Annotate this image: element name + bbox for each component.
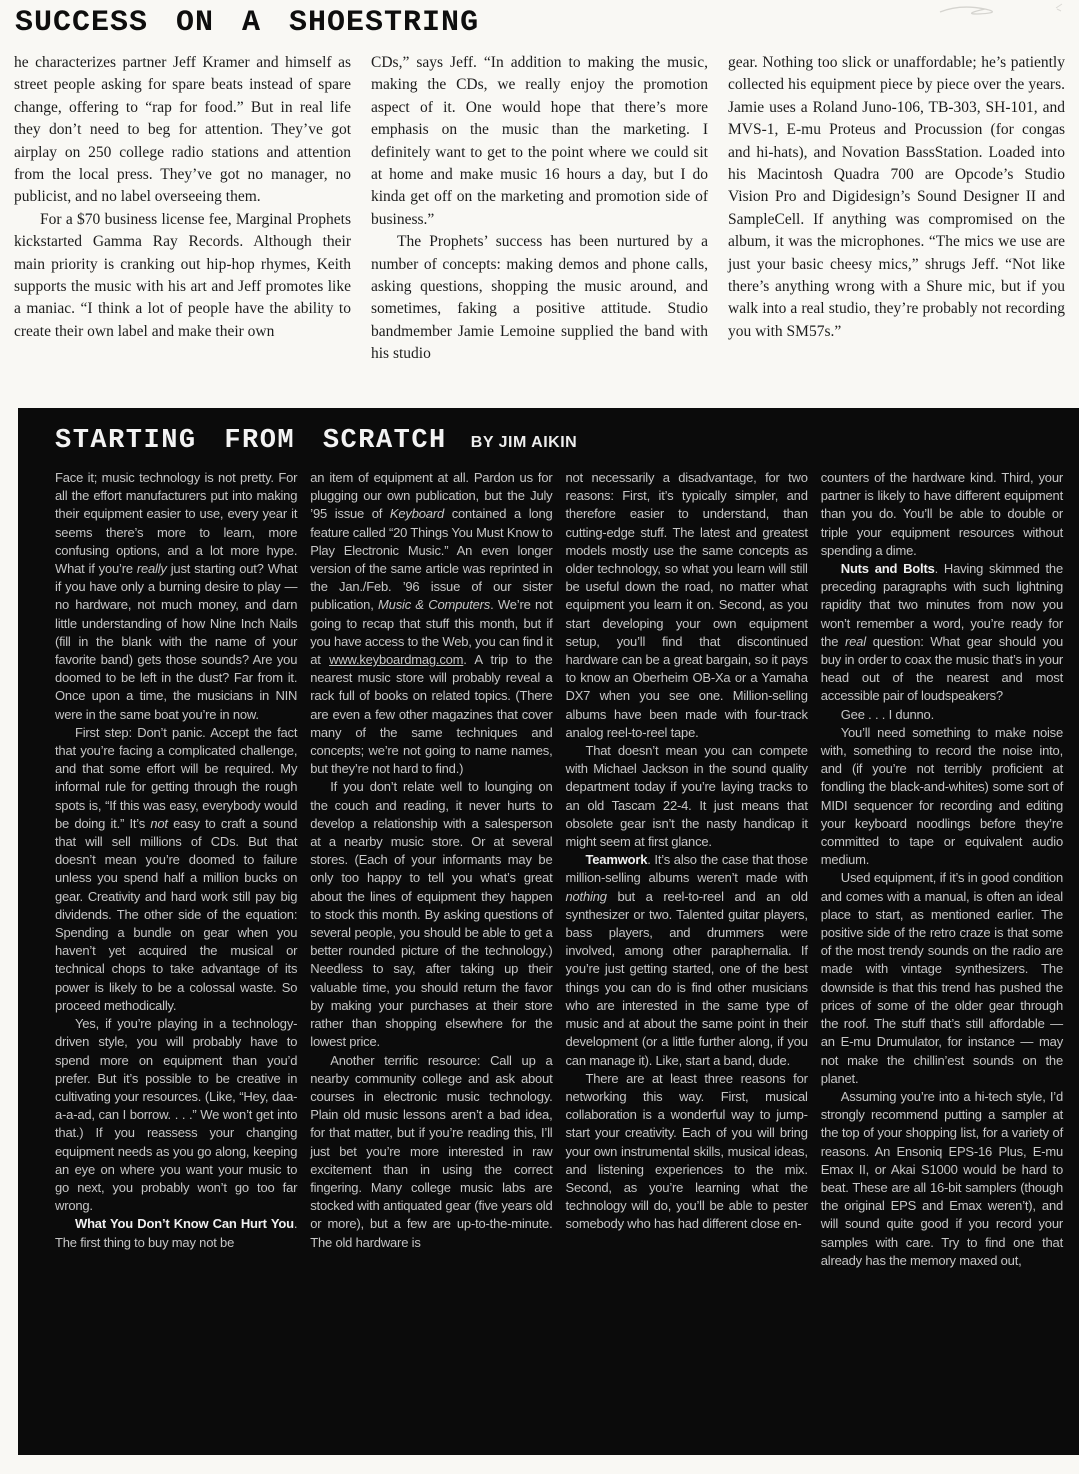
paragraph: Nuts and Bolts. Having skimmed the preceding paragraphs with such lightning rapidity that two minutes from now you won’t remember a word, you’re ready for the real question: What gear should you buy in order to coax the music that’s in your head out of the nearest and most accessible pair of loudspeakers? [820, 561, 1064, 704]
paragraph: an item of equipment at all. Pardon us for plugging our own publication, but the July ’95 issue of Keyboard contained a long feature called “20 Things You Must Know to Play Electronic Music.” An even longer version of the same article was reprinted in the Jan./Feb. ’96 issue of our sister publication, Music & Computers. We’re not going to recap that stuff this month, but if you have access to the Web, you can find it at www.keyboardmag.com. A trip to the nearest music store will probably reveal a rack full of books on related topics. (There are even a few other magazines that cover many of the same techniques and concepts; we’re not going to name names, but they’re not hard to find.) [310, 470, 553, 777]
article-header [18, 408, 1079, 456]
paragraph: Another terrific resource: Call up a nearby community college and ask about courses in electronic music technology. Plain old music lessons aren’t a bad idea, for that matter, but if you’re reading this, I’ll just bet you’re more interested in raw excitement than in using the correct fingering. Many college music labs are stocked with antiquated gear (five years old or more), but a few are up-to-the-minute. The old hardware is [310, 1052, 553, 1250]
paragraph: The Prophets’ success has been nurtured by a number of concepts: making demos and phone calls, asking questions, shopping the music around, and sometimes, faking a positive attitude. Studio bandmember Jamie Lemoine supplied the band with his studio [371, 233, 708, 363]
paragraph: There are at least three reasons for networking this way. First, musical collaboration is a wonderful way to jump-start your creativity. Each of you will bring your own instrumental skills, musical ideas, and listening experiences to the mix. Second, as you’re learning what the technology will do, you’ll be able to pester somebody who has had different close en- [565, 1070, 808, 1232]
text-column-1 [55, 469, 297, 1434]
text-column-1 [14, 52, 351, 414]
paragraph: Used equipment, if it’s in good condition and comes with a manual, is often an ideal place to start, as mentioned earlier. The positive side of the retro craze is that some of the most trendy sounds on the radio are made with vintage synthesizers. The downside is that this trend has pushed the prices of some of the older gear through the roof. The stuff that’s still affordable — an E-mu Drumulator, for instance — may not make the chillin’est sounds on the planet. [820, 870, 1063, 1086]
paragraph: If you don’t relate well to lounging on the couch and reading, it never hurts to develop a relationship with a salesperson at a nearby music store. Or at several stores. (Each of your informants may be only too happy to tell you what’s great about the lines of equipment they happen to stock this month. By asking questions of several people, you should be able to get a better rounded picture of the technology.) Needless to say, after taking up their valuable time, you should return the favor by making your purchases at their store rather than shopping elsewhere for the lowest price. [310, 779, 553, 1050]
scan-artifact [930, 2, 1070, 22]
paragraph: not necessarily a disadvantage, for two reasons: First, it’s typically simpler, and therefore easier to understand, than cutting-edge stuff. The latest and greatest models mostly use the same concepts as older technology, so what you learn will still be useful down the road, no matter what equipment you learn it on. Second, as you start developing your own equipment setup, you’ll find that discontinued hardware can be a great bargain, so it pays to know an Oberheim OB-Xa or a Yamaha DX7 when you see one. Million-selling albums have been made with four-track analog reel-to-reel tape. [565, 470, 808, 740]
paragraph: gear. Nothing too slick or unaffordable; he’s patiently collected his equipment piece by piece over the years. Jamie uses a Roland Juno-106, TB-303, SH-101, and MVS-1, E-mu Proteus and Procussion (for congas and hi-hats), and Novation BassStation. Loaded into his Macintosh Quadra 700 are Opcode’s Studio Vision Pro and Digidesign’s Sound Designer II and SampleCell. If anything was compromised on the album, it was the microphones. “The mics we use are just your basic cheesy mics,” shrugs Jeff. “Not like there’s anything wrong with a Shure mic, but if you walk into a real studio, they’re probably not recording you with SM57s.” [728, 54, 1065, 340]
paragraph: For a $70 business license fee, Marginal Prophets kickstarted Gamma Ray Records. Although their main priority is cranking out hip-hop rhymes, Keith supports the music with his art and Jeff promotes like a maniac. “I think a lot of people have the ability to create their own label and make their own [14, 210, 351, 340]
article-starting-from-scratch [18, 408, 1079, 1455]
article-columns [0, 52, 1079, 414]
paragraph: First step: Don’t panic. Accept the fact that you’re facing a complicated challenge, and that some effort will be required. My informal rule for getting through the rough spots is, “If this was easy, everybody would be doing it.” It’s not easy to craft a sound that will sell millions of CDs. But that doesn’t mean you’re doomed to failure unless you spend half a million bucks on gear. Creativity and hard work still pay big dividends. The other side of the equation: Spending a bundle on gear when you haven’t yet acquired the musical or technical chops to take advantage of its power is likely to be a colossal waste. So proceed methodically. [55, 724, 298, 1013]
paragraph: Yes, if you’re playing in a technology-driven style, you will probably have to spend more on equipment than you’d prefer. But it’s possible to be creative in cultivating your resources. (Like, “Hey, daa-a-a-ad, can I borrow. . . .” We won’t get into that.) If you reassess your changing equipment needs as you go along, keeping an eye on where you want your music to go next, you probably won’t go too far wrong. [55, 1016, 298, 1214]
text-column-3 [566, 469, 808, 1434]
article-title: STARTING FROM SCRATCH [55, 426, 447, 456]
paragraph: Assuming you’re into a hi-tech style, I’d strongly recommend putting a sampler at the top of your shopping list, for a variety of reasons. An Ensoniq EPS-16 Plus, E-mu Emax II, or Akai S1000 would be hard to beat. These are all 16-bit samplers (though the original EPS and Emax weren’t), and will sound quite good if you record your samples with care. Try to find one that already has the memory maxed out, [820, 1088, 1063, 1268]
article-columns [18, 456, 1079, 1434]
text-column-2 [371, 52, 708, 414]
article-title: SUCCESS ON A SHOESTRING [15, 6, 480, 40]
text-column-3 [728, 52, 1065, 414]
paragraph: CDs,” says Jeff. “In addition to making the music, making the CDs, we really enjoy the promotion aspect of it. One would hope that there’s more emphasis on the music than the marketing. I definitely want to get to the point where we could sit at home and make music 16 hours a day, but I do kinda get off on the marketing and promotion side of business.” [371, 54, 708, 228]
paragraph: counters of the hardware kind. Third, your partner is likely to have different equipment than you do. You’ll be able to double or triple your equipment resources without spending a dime. [820, 470, 1063, 558]
text-column-2 [310, 469, 552, 1434]
text-column-4 [821, 469, 1063, 1434]
paragraph: You’ll need something to make noise with, something to record the noise into, and (if you’re not terribly proficient at fondling the black-and-whites) some sort of MIDI sequencer for recording and editing your keyboard noodlings before they’re committed to tape or equivalent audio medium. [820, 724, 1063, 868]
article-success-on-a-shoestring [0, 0, 1079, 414]
paragraph: What You Don’t Know Can Hurt You. The first thing to buy may not be [55, 1216, 298, 1250]
paragraph: That doesn’t mean you can compete with Michael Jackson in the sound quality department today if you’re laying tracks to an old Tascam 22-4. It just means that obsolete gear isn’t the nasty handicap it might seem at first glance. [565, 743, 808, 850]
paragraph: Face it; music technology is not pretty. For all the effort manufacturers put into making their equipment easier to use, every year it seems there’s more to learn, more confusing options, and a lot more hype. What if you’re really just starting out? What if you have only a burning desire to play — no hardware, not much money, and darn little understanding of how Nine Inch Nails (fill in the blank with the name of your favorite band) gets those sounds? Are you doomed to be left in the dust? Far from it. Once upon a time, the musicians in NIN were in the same boat you’re in now. [55, 470, 298, 722]
paragraph: Gee . . . I dunno. [840, 706, 934, 722]
byline: BY JIM AIKIN [470, 434, 578, 451]
paragraph: he characterizes partner Jeff Kramer and himself as street people asking for spare beats instead of spare change, offering to “rap for food.” But in real life they don’t need to beg for attention. They’ve got airplay on 250 college radio stations and attention from the local press. They’ve got no manager, no publicist, and no label overseeing them. [14, 54, 351, 206]
paragraph: Teamwork. It’s also the case that those million-selling albums weren’t made with nothing but a reel-to-reel and an old synthesizer or two. Talented guitar players, bass players, and drummers were involved, among other paraphernalia. If you’re just getting started, one of the best things you can do is find other musicians who are interested in the same type of music and at about the same point in their development (or a little further along, if you can manage it). Like, start a band, dude. [565, 852, 808, 1068]
